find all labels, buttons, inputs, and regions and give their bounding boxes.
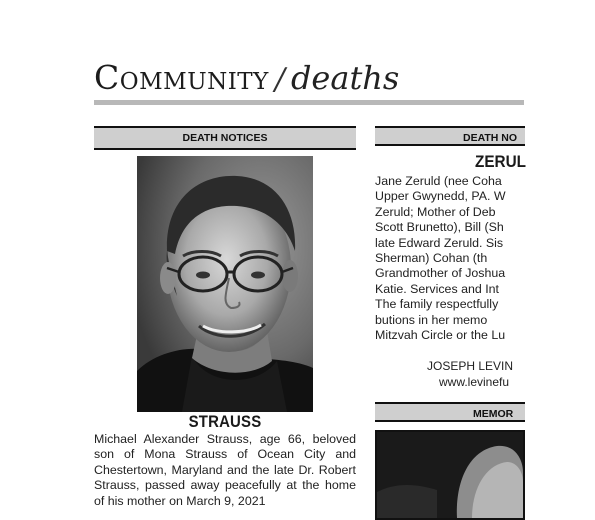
obituary-line: Scott Brunetto), Bill (Sh <box>375 220 504 235</box>
column-heading-death-notices-2: DEATH NO <box>375 126 525 146</box>
obituary-line: Grandmother of Joshua <box>375 266 506 281</box>
column-heading-memorial: MEMOR <box>375 402 525 422</box>
section-title: Community <box>94 58 269 97</box>
funeral-home-website: www.levinefu <box>439 375 510 389</box>
obituary-line: Jane Zeruld (nee Coha <box>375 174 502 188</box>
column-heading-death-notices: DEATH NOTICES <box>94 126 356 150</box>
obituary-line: late Edward Zeruld. Sis <box>375 235 504 250</box>
obituary-line: Katie. Services and Int <box>375 281 499 296</box>
subsection-title: deaths <box>290 59 400 97</box>
obituary-line: Upper Gwynedd, PA. W <box>375 189 506 204</box>
obituary-line: Mitzvah Circle or the Lu <box>375 327 506 342</box>
obituary-line: Zeruld; Mother of Deb <box>375 204 496 219</box>
funeral-home-name: JOSEPH LEVIN <box>427 359 514 373</box>
obituary-name-strauss: STRAUSS <box>188 412 262 431</box>
memorial-photo <box>375 430 525 520</box>
page-header <box>94 58 524 98</box>
section-separator: / <box>274 62 285 97</box>
obituary-line: butions in her memo <box>375 312 488 327</box>
header-rule <box>94 100 524 105</box>
obituary-body-strauss: Michael Alexander Strauss, age 66, beloved son of Mona Strauss of Ocean City and Chestertown, Maryland and the late Dr. Robert Strauss, passed away peacefully at the home of his mother on March 9, 2021 <box>94 432 356 508</box>
obituary-name-zeruld: ZERUL <box>475 152 527 171</box>
obituary-body-zeruld <box>375 174 595 343</box>
portrait-photo <box>137 156 313 412</box>
obituary-line: The family respectfully <box>375 297 499 312</box>
obituary-line: Sherman) Cohan (th <box>375 250 488 265</box>
